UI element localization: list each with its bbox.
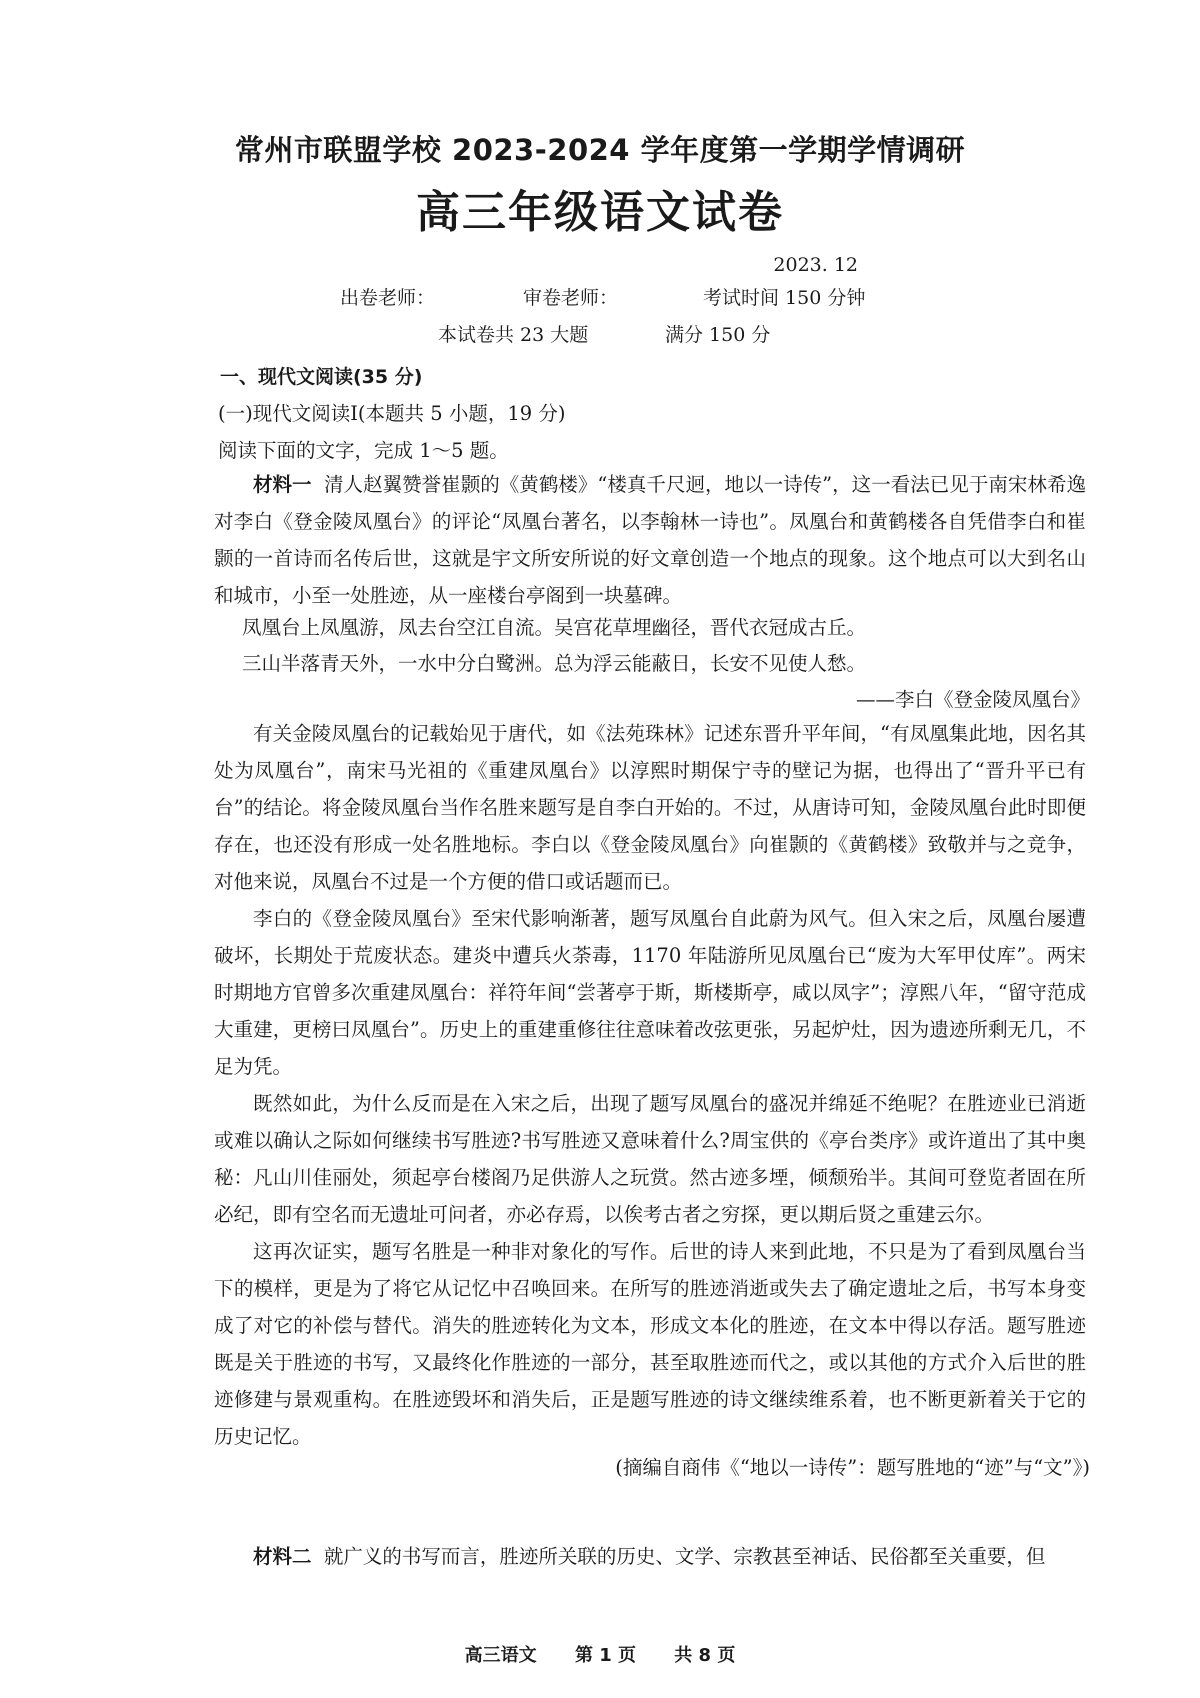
footer-page-number: 第 1 页 [574, 1645, 636, 1666]
footer-subject: 高三语文 [464, 1645, 537, 1666]
quoted-passage: 凡山川佳丽处，须起亭台楼阁乃足供游人之玩赏。然古迹多堙，倾颓殆半。其间可登览者固在所必纪，即有空名而无遗址可问者，亦必存焉，以俟考古者之穷探，更以期后贤之重建云尔。 [214, 1166, 1086, 1226]
poem-line-2: 三山半落青天外，一水中分白鹭洲。总为浮云能蔽日，长安不见使人愁。 [242, 652, 867, 675]
section-heading: 一、现代文阅读(35 分) [220, 366, 423, 388]
paragraph-4: 既然如此，为什么反而是在入宋之后，出现了题写凤凰台的盛况并绵延不绝呢？在胜迹业已消逝或难以确认之际如何继续书写胜迹?书写胜迹又意味着什么?周宝供的《亭台类序》或许道出了其中奥秘： [214, 1092, 1086, 1189]
material1-paragraph [214, 466, 1086, 614]
total-questions: 本试卷共 23 大题 [438, 324, 589, 346]
sub-section-heading: (一)现代文阅读Ⅰ(本题共 5 小题，19 分) [218, 402, 566, 425]
footer-total-pages: 共 8 页 [674, 1645, 736, 1666]
exam-duration: 考试时间 150 分钟 [703, 287, 866, 309]
paper-setter: 出卷老师： [340, 287, 436, 309]
exam-date: 2023. 12 [773, 254, 858, 276]
paragraph-3: 李白的《登金陵凤凰台》至宋代影响渐著，题写凤凰台自此蔚为风气。但入宋之后，凤凰台屡遭破坏，长期处于荒废状态。建炎中遭兵火荼毒，1170 年陆游所见凤凰台已“废为大军甲仗库”。两宋时期地方官曾多次重建凤凰台：祥符年间“尝著亭于斯，斯楼斯亭，咸以凤字”；淳熙八年，“留守范成大重建，更榜曰凤凰台”。历史上的重建重修往往意味着改弦更张，另起炉灶，因为遗迹所剩无几，不足为凭。 [214, 907, 1086, 1078]
full-marks: 满分 150 分 [665, 324, 771, 346]
exam-subtitle: 高三年级语文试卷 [416, 187, 784, 238]
paragraph-6: 这再次证实，题写名胜是一种非对象化的写作。后世的诗人来到此地，不只是为了看到凤凰台当下的模样，更是为了将它从记忆中召唤回来。在所写的胜迹消逝或失去了确定遗址之后，书写本身变成了对它的补偿与替代。消失的胜迹转化为文本，形成文本化的胜迹，在文本中得以存活。题写胜迹既是关于胜迹的书写，又最终化作胜迹的一部分，甚至取胜迹而代之，或以其他的方式介入后世的胜迹修建与景观重构。在胜迹毁坏和消失后，正是题写胜迹的诗文继续维系着，也不断更新着关于它的历史记忆。 [214, 1240, 1086, 1448]
material2-text: 就广义的书写而言，胜迹所关联的历史、文学、宗教甚至神话、民俗都至关重要，但 [323, 1545, 1046, 1568]
material1-text: 清人赵翼赞誉崔颢的《黄鹤楼》“楼真千尺迥，地以一诗传”，这一看法已见于南宋林希逸对李白《登金陵凤凰台》的评论“凤凰台著名，以李翰林一诗也”。凤凰台和黄鹤楼各自凭借李白和崔颢的一首诗而名传后世，这就是宇文所安所说的好文章创造一个地点的现象。这个地点可以大到名山和城市，小至一处胜迹，从一座楼台亭阁到一块墓碑。 [214, 473, 1086, 607]
material1-source: (摘编自商伟《“地以一诗传”：题写胜地的“迹”与“文”》) [615, 1456, 1090, 1479]
paper-reviewer: 审卷老师： [523, 287, 619, 309]
material2-paragraph [214, 1538, 1086, 1575]
exam-title: 常州市联盟学校 2023-2024 学年度第一学期学情调研 [234, 133, 966, 167]
reading-instruction: 阅读下面的文字，完成 1～5 题。 [218, 439, 509, 462]
poem-attribution: ——李白《登金陵凤凰台》 [855, 688, 1090, 711]
paragraph-2: 有关金陵凤凰台的记载始见于唐代，如《法苑珠林》记述东晋升平年间，“有凤凰集此地，因名其处为凤凰台”，南宋马光祖的《重建凤凰台》以淳熙时期保宁寺的壁记为据，也得出了“晋升平已有台”的结论。将金陵凤凰台当作名胜来题写是自李白开始的。不过，从唐诗可知，金陵凤凰台此时即便存在，也还没有形成一处名胜地标。李白以《登金陵凤凰台》向崔颢的《黄鹤楼》致敬并与之竞争，对他来说，凤凰台不过是一个方便的借口或话题而已。 [214, 722, 1086, 893]
material1-label: 材料一 [253, 473, 312, 496]
material2-label: 材料二 [253, 1545, 312, 1568]
poem-line-1: 凤凰台上凤凰游，凤去台空江自流。吴宫花草埋幽径，晋代衣冠成古丘。 [242, 616, 867, 639]
page-footer [0, 1641, 1200, 1667]
